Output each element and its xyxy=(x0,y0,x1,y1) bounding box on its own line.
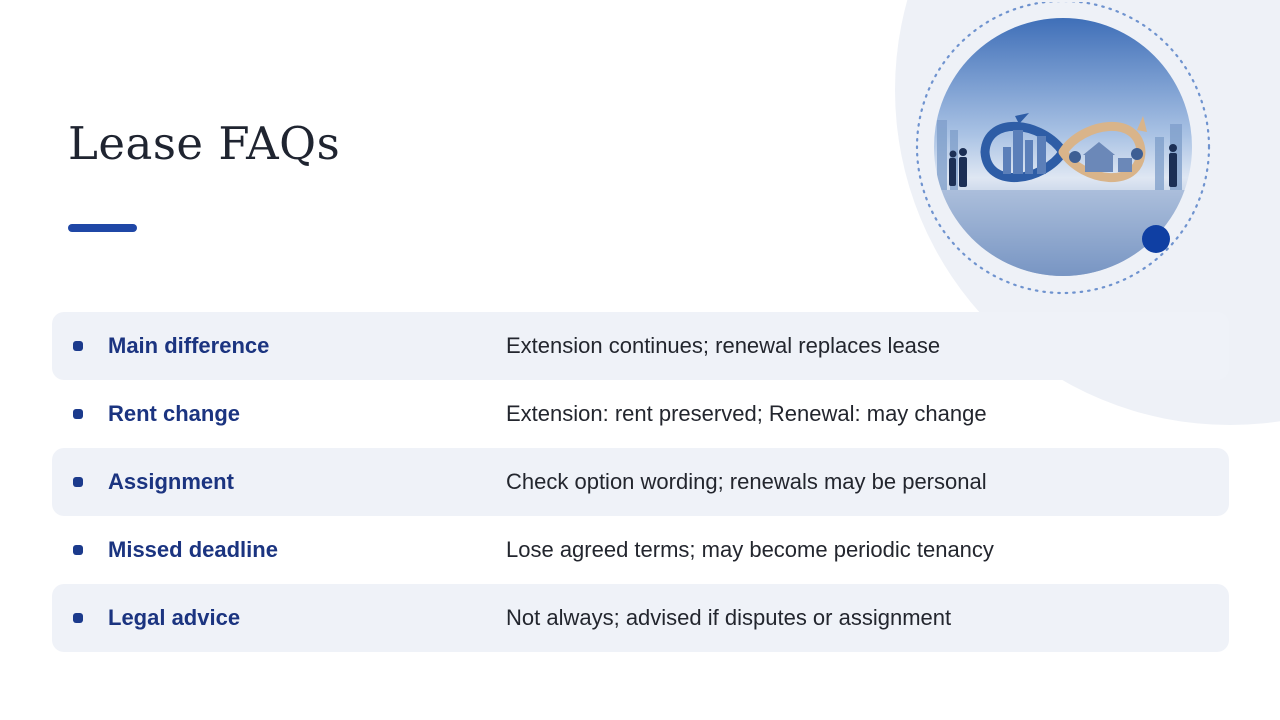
faq-question: Legal advice xyxy=(108,605,241,630)
faq-answer: Not always; advised if disputes or assignment xyxy=(506,605,952,630)
bullet-icon xyxy=(73,613,83,623)
faq-row xyxy=(52,448,1229,516)
faq-answer: Lose agreed terms; may become periodic tenancy xyxy=(506,537,994,562)
bullet-icon xyxy=(73,545,83,555)
bullet-icon xyxy=(73,409,83,419)
faq-row xyxy=(52,312,1229,380)
faq-row xyxy=(52,584,1229,652)
faq-question: Assignment xyxy=(108,469,234,494)
title-underline xyxy=(68,224,137,232)
faq-list xyxy=(52,312,1229,652)
faq-answer: Extension: rent preserved; Renewal: may change xyxy=(506,401,987,426)
page-title: Lease FAQs xyxy=(68,117,341,170)
faq-question: Rent change xyxy=(108,401,241,426)
faq-question: Missed deadline xyxy=(108,537,278,562)
faq-row xyxy=(52,516,1229,584)
faq-answer: Extension continues; renewal replaces lease xyxy=(506,333,941,358)
bullet-icon xyxy=(73,477,83,487)
faq-row xyxy=(52,380,1229,448)
faq-question: Main difference xyxy=(108,333,270,358)
city-infinity-illustration-icon xyxy=(915,2,1215,298)
faq-answer: Check option wording; renewals may be personal xyxy=(506,469,987,494)
hero-illustration xyxy=(915,2,1215,298)
bullet-icon xyxy=(73,341,83,351)
